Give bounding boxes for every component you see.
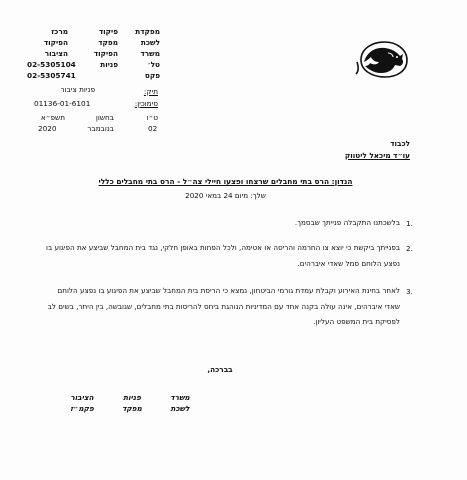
closing-greeting: בברכה,: [207, 365, 233, 374]
paragraph-3: לאחר בחינת האירוע וקבלת עמדת גורמי הביטחון, נמצא כי הריסת בית המחבל שביצע את הפיגוע בו נפצע הלוחם שאדי איברהים, אינה עולה בקנה אחד עם המדיניות הנוהגת ביחס להריסות בתי מחבלים, שגובשה, בין היתר, בשים לב לפסיקת בית המשפט העליון.: [47, 286, 400, 326]
addressee-to-label: לכבוד: [390, 139, 410, 148]
signature-line: משרד: [170, 393, 190, 402]
public-inquiries-label: פניות ציבור: [60, 85, 95, 94]
header-col-center: [28, 26, 68, 59]
signature-line: פניות: [123, 393, 141, 402]
header-bureau-line: משרד: [140, 49, 160, 58]
signature-line: הציבור: [70, 393, 94, 402]
date-year: 2020: [38, 124, 57, 133]
hebrew-date-day: ט״ו: [146, 113, 158, 122]
header-col-bureau: [118, 26, 160, 81]
file-label: תיק:: [143, 87, 158, 96]
date-month: בנובמבר: [87, 124, 114, 133]
header-center-line: מרכז: [51, 27, 68, 36]
header-bureau-line: לשכת: [140, 38, 160, 47]
date-day: 02: [148, 124, 158, 133]
signature-col-1: [160, 392, 200, 414]
subject-reference: שלך: מיום 24 במאי 2020: [185, 191, 266, 200]
paragraph-2: בפנייתך ביקשת כי יוצא צו החרמה והריסה או אטימה, ולכל הפחות באופן חלקי, נגד בית המחבל שביצע את הפיגוע בו נפצע הלוחם סמל שאדי איברהים.: [46, 243, 400, 268]
header-bureau-line: פקס: [144, 71, 160, 80]
lion-emblem-logo: [355, 40, 410, 78]
fax-number: 02-5305741: [27, 71, 76, 80]
signature-col-3: [60, 392, 104, 414]
header-bureau-line: טל׳: [147, 60, 160, 69]
header-center-line: הפיקוד: [43, 38, 68, 47]
paragraph-number: 2.: [406, 244, 413, 253]
paragraph-number: 1.: [406, 219, 413, 228]
signature-line: מפקד: [122, 404, 142, 413]
hebrew-date-year: תשפ״א: [40, 113, 65, 122]
subject-title: הנדון: הרס בתי מחבלים שרצחו ופצעו חיילי צה״ל - הרס בתי מחבלים כללי: [98, 177, 353, 186]
header-unit-line: פיקוד: [98, 27, 118, 36]
header-unit-line: פניות: [100, 60, 118, 69]
paragraph-number: 3.: [406, 287, 413, 296]
header-col-unit: [78, 26, 118, 70]
signature-line: פקמ״ז: [70, 404, 94, 413]
addressee-name: עו״ד מיכאל ליטווק: [344, 151, 410, 160]
hebrew-date-month: בחשון: [95, 113, 114, 122]
header-unit-line: הפיקוד: [93, 49, 118, 58]
signature-line: לשכת: [170, 404, 190, 413]
phone-number: 02-5305104: [27, 60, 76, 69]
reference-label: סימוכין:: [134, 99, 158, 108]
header-bureau-line: מפקדת: [135, 27, 160, 36]
signature-col-2: [112, 392, 152, 414]
paragraph-1: בלשכתנו התקבלה פנייתך שבסמך.: [294, 218, 400, 227]
header-center-line: הציבור: [44, 49, 68, 58]
header-unit-line: מפקד: [98, 38, 118, 47]
reference-number: 01136-01-6101: [34, 99, 91, 108]
